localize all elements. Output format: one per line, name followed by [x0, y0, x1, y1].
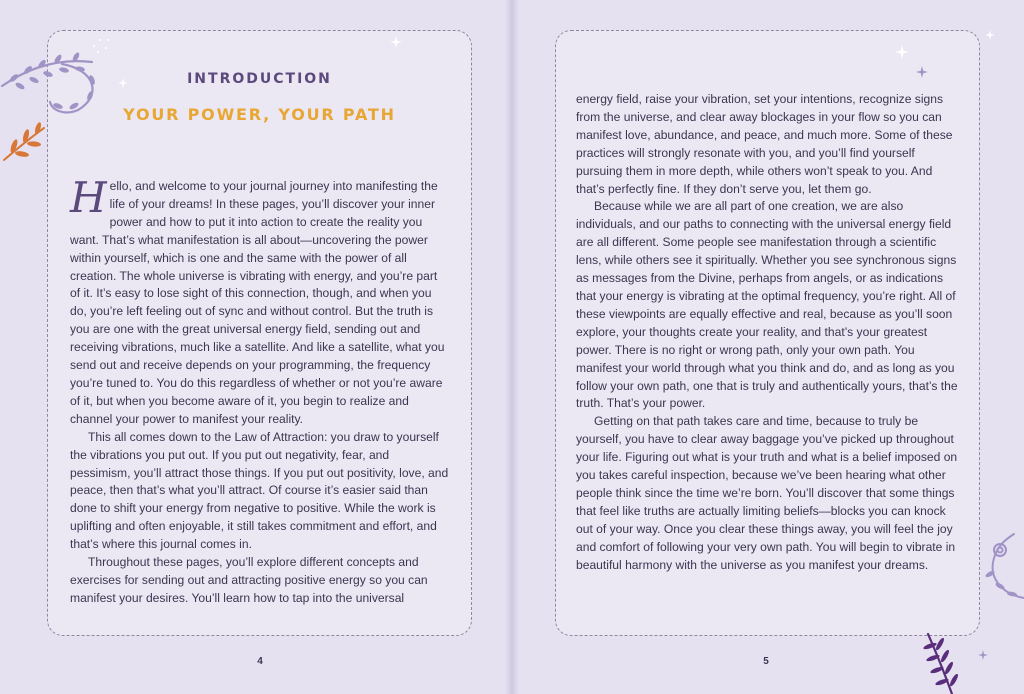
first-paragraph-text: ello, and welcome to your journal journey into manifesting the life of your dreams! In these pages, you’ll discover your inner power and how to put it into action to create the reality you want. That’s what manifestation is all about—uncovering the power within yourself, which is one and the same with the power of all creation. The whole universe is vibrating with energy, and you’re part of it. It’s easy to lose sight of this connection, though, and when you do, you’re left feeling out of sync and without control. But the truth is you are one with the great universal energy field, sending out and receiving vibrations, much like a satellite. And like a satellite, what you send out and receive depends on your programming, the frequency you’re tuned to. You do this regardless of whether or not you’re aware of it, but when you become aware of it, you begin to realize and channel your power to manifest your reality. — [70, 179, 445, 426]
sparkle-icon — [985, 30, 995, 40]
chapter-title: YOUR POWER, YOUR PATH — [123, 105, 396, 124]
sparkle-icon — [978, 650, 988, 660]
floral-vine-icon — [980, 520, 1024, 610]
page-number-left: 4 — [257, 656, 263, 667]
sparkle-icon — [916, 66, 928, 78]
sparkle-icon — [895, 45, 909, 59]
paragraph: This all comes down to the Law of Attraction: you draw to yourself the vibrations you put out. If you put out negativity, fear, and pessimism, you’ll attract those things. If you put out positivity, love, and peace, then that’s what you’ll attract. Of course it’s easier said than done to shift your energy from negative to positive. While the work is uplifting and often enjoyable, it still takes commitment and effort, and that’s where this journal comes in. — [70, 429, 449, 552]
sparkle-dots-icon — [90, 36, 112, 58]
paragraph: Because while we are all part of one creation, we are also individuals, and our paths to connecting with the universal energy field are all different. Some people see manifestation through a scientific lens, while others see it spiritually. Whether you see synchronous signs as messages from the Divine, perhaps from angels, or as indications that your energy is vibrating at the optimal frequency, you’re right. All of these viewpoints are equally effective and real, because as you’ll soon explore, your thoughts create your reality, and that’s your greatest power. There is no right or wrong path, only your own path. You manifest your world through what you think and do, and as long as you follow your own path, one that is truly and authentically yours, that’s the truth. That’s your power. — [576, 199, 958, 411]
sparkle-icon — [118, 78, 128, 88]
orange-leaf-icon — [0, 118, 48, 166]
paragraph: energy field, raise your vibration, set your intentions, recognize signs from the universe, and clear away blockages in your flow so you can manifest love, abundance, and peace, and much more. Some of these practices will strongly resonate with you, and you’ll find yourself pursuing them in more depth, while others won’t speak to you. And that’s perfectly fine. If they don’t serve you, let them go. — [576, 92, 953, 196]
purple-fern-icon — [918, 632, 966, 694]
book-spine — [505, 0, 519, 694]
page-number-right: 5 — [763, 656, 769, 667]
drop-cap: H — [70, 173, 107, 222]
right-page-body — [576, 91, 962, 574]
section-heading: INTRODUCTION — [187, 71, 332, 87]
sparkle-icon — [390, 36, 402, 48]
first-paragraph — [70, 173, 450, 429]
left-page-body — [70, 173, 450, 608]
paragraph: Getting on that path takes care and time, because to truly be yourself, you have to clear away baggage you’ve picked up throughout your life. Figuring out what is your truth and what is a belief imposed on you takes careful inspection, because we’ve been hearing what other people think since the time we’re born. You’ll discover that some things that feel like truths are actually limiting beliefs—blocks you can knock out of your way. Once you clear these things away, you will feel the joy and comfort of following your very own path. You will begin to vibrate in beautiful harmony with the universe as you manifest your dreams. — [576, 414, 958, 572]
paragraph: Throughout these pages, you’ll explore different concepts and exercises for sending out and attracting positive energy so you can manifest your desires. You’ll learn how to tap into the universal — [70, 555, 428, 605]
